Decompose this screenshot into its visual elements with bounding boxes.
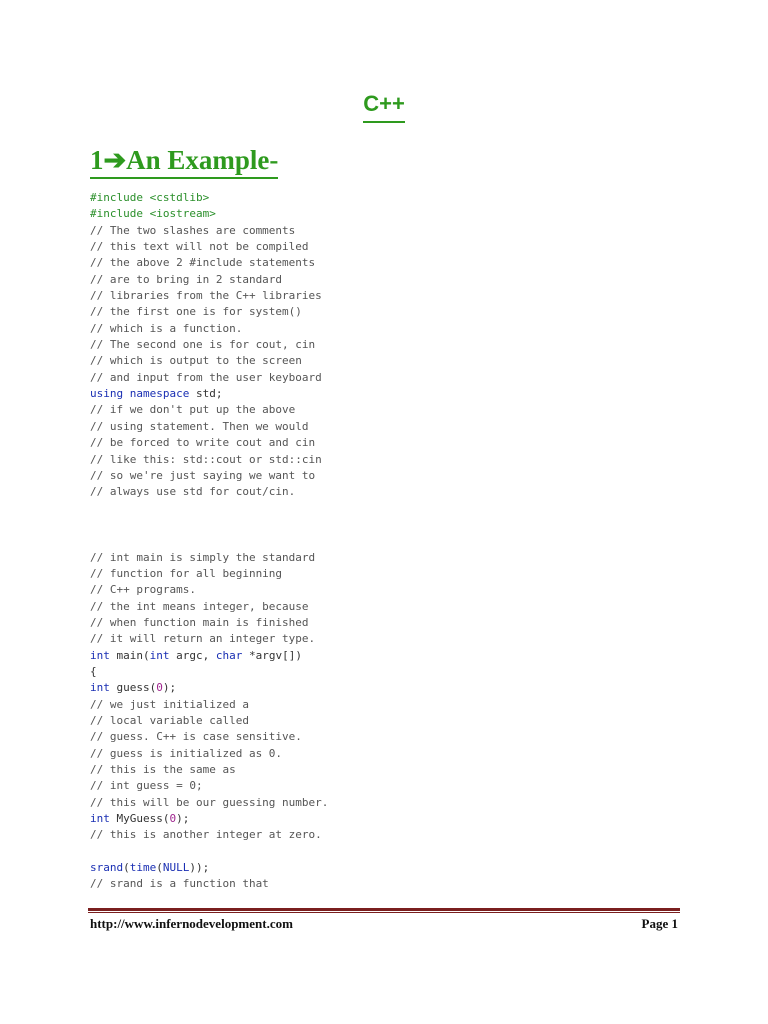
code-token: // libraries from the C++ libraries: [90, 289, 322, 303]
code-token: // if we don't put up the above: [90, 403, 296, 417]
section-heading: 1➔An Example-: [90, 143, 278, 179]
code-line: [90, 615, 730, 631]
code-token: (: [156, 861, 163, 875]
code-line: [90, 566, 730, 582]
code-token: 0: [169, 812, 177, 826]
code-token: // like this: std::cout or std::cin: [90, 452, 322, 466]
code-token: #include <cstdlib>: [90, 191, 210, 204]
code-token: MyGuess(: [109, 812, 170, 826]
code-line: [90, 370, 730, 386]
code-token: // the above 2 #include statements: [90, 256, 316, 270]
code-line: [90, 239, 730, 255]
code-token: // we just initialized a: [90, 697, 249, 711]
code-line: [90, 795, 730, 811]
code-line: [90, 713, 730, 729]
code-line: [90, 811, 730, 827]
code-line: [90, 827, 730, 843]
code-token: // this is the same as: [90, 763, 236, 777]
code-token: // function for all beginning: [90, 566, 283, 580]
code-token: time: [129, 861, 157, 875]
code-line: [90, 648, 730, 664]
code-line: [90, 321, 730, 337]
code-line: [90, 697, 730, 713]
code-token: // when function main is finished: [90, 615, 309, 629]
code-line: [90, 435, 730, 451]
code-line: [90, 452, 730, 468]
code-token: char: [215, 648, 243, 662]
code-token: #include <iostream>: [90, 207, 216, 221]
code-line: [90, 419, 730, 435]
code-line: [90, 876, 730, 892]
code-token: // C++ programs.: [90, 583, 196, 597]
code-token: srand: [90, 861, 124, 875]
code-token: NULL: [162, 861, 190, 875]
code-line: [90, 304, 730, 320]
code-token: // the first one is for system(): [90, 305, 302, 319]
document-title: C++: [363, 90, 405, 123]
footer-divider-thin: [88, 912, 680, 913]
code-line: [90, 223, 730, 239]
code-line: [90, 550, 730, 566]
code-token: int: [90, 812, 110, 826]
code-line: [90, 402, 730, 418]
code-line: [90, 746, 730, 762]
code-token: // this will be our guessing number.: [90, 795, 329, 809]
code-token: using namespace: [90, 387, 190, 401]
code-token: // always use std for cout/cin.: [90, 485, 296, 499]
code-token: // so we're just saying we want to: [90, 468, 316, 482]
code-line: [90, 680, 730, 696]
code-token: (: [123, 861, 130, 875]
code-line: [90, 288, 730, 304]
code-token: // this text will not be compiled: [90, 240, 309, 254]
code-line: [90, 778, 730, 794]
code-token: // which is a function.: [90, 321, 243, 335]
code-token: // local variable called: [90, 714, 249, 727]
code-token: // the int means integer, because: [90, 599, 309, 613]
document-title-wrapper: [0, 90, 768, 123]
code-token: // it will return an integer type.: [90, 632, 316, 646]
code-token: int: [90, 681, 110, 695]
code-token: // be forced to write cout and cin: [90, 436, 316, 450]
code-line: [90, 468, 730, 484]
code-token: 0: [156, 681, 163, 695]
code-token: // which is output to the screen: [90, 354, 302, 368]
code-token: );: [176, 812, 190, 826]
code-token: // int guess = 0;: [90, 779, 203, 793]
code-line: [90, 272, 730, 288]
code-token: *argv[]): [242, 648, 302, 662]
code-token: std;: [189, 387, 223, 401]
code-token: ));: [189, 861, 210, 875]
code-token: // guess. C++ is case sensitive.: [90, 730, 302, 744]
code-token: guess(: [109, 681, 157, 695]
code-line: [90, 729, 730, 745]
footer-divider-thick: [88, 908, 680, 911]
code-token: // and input from the user keyboard: [90, 370, 322, 384]
code-token: {: [90, 664, 97, 678]
code-token: argc,: [169, 648, 216, 662]
code-line: [90, 501, 730, 517]
code-line: [90, 844, 730, 860]
code-token: // The second one is for cout, cin: [90, 338, 316, 352]
code-token: // srand is a function that: [90, 877, 269, 891]
code-line: [90, 599, 730, 615]
code-line: [90, 484, 730, 500]
code-token: // this is another integer at zero.: [90, 828, 322, 842]
code-line: [90, 386, 730, 402]
code-line: [90, 190, 730, 206]
code-token: // guess is initialized as 0.: [90, 746, 283, 760]
code-token: // The two slashes are comments: [90, 223, 296, 237]
code-line: [90, 762, 730, 778]
code-block: [90, 190, 730, 893]
code-token: int: [149, 648, 170, 662]
code-line: [90, 353, 730, 369]
footer-url: http://www.infernodevelopment.com: [90, 916, 293, 931]
code-line: [90, 206, 730, 222]
code-token: main(: [109, 648, 150, 662]
code-token: // using statement. Then we would: [90, 419, 309, 433]
code-line: [90, 533, 730, 549]
code-line: [90, 337, 730, 353]
code-line: [90, 860, 730, 876]
code-line: [90, 255, 730, 271]
code-line: [90, 664, 730, 680]
code-line: [90, 517, 730, 533]
code-token: // are to bring in 2 standard: [90, 272, 283, 286]
code-token: int: [90, 648, 110, 662]
code-line: [90, 631, 730, 647]
code-line: [90, 582, 730, 598]
page-number: Page 1: [641, 916, 678, 931]
code-token: );: [162, 681, 177, 695]
code-token: // int main is simply the standard: [90, 550, 316, 564]
